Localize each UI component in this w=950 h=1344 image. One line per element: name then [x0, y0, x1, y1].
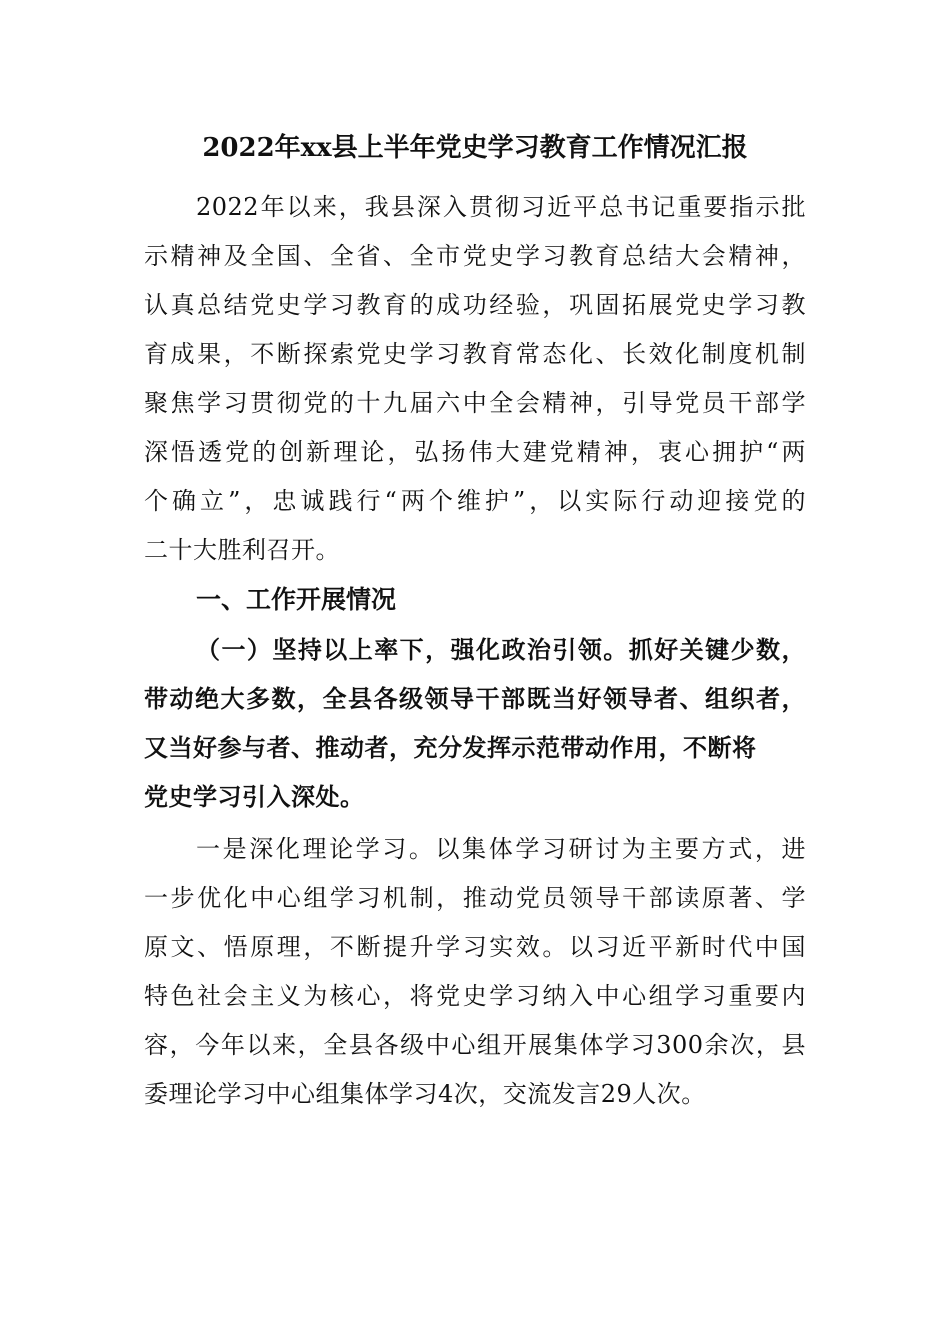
subsection-line: 带动绝大多数，全县各级领导干部既当好领导者、组织者，	[144, 684, 806, 713]
point-one-line: 一步优化中心组学习机制，推动党员领导干部读原著、学	[144, 884, 806, 912]
document-title: 2022年xx县上半年党史学习教育工作情况汇报	[202, 133, 748, 163]
intro-line: 示精神及全国、全省、全市党史学习教育总结大会精神，	[144, 242, 806, 270]
point-one-line: 委理论学习中心组集体学习4次，交流发言29人次。	[144, 1080, 706, 1108]
intro-line: 聚焦学习贯彻党的十九届六中全会精神，引导党员干部学	[144, 389, 806, 417]
point-one-line: 容，今年以来，全县各级中心组开展集体学习300余次，县	[144, 1031, 806, 1059]
intro-paragraph	[144, 183, 806, 575]
point-one-line: 一是深化理论学习。以集体学习研讨为主要方式，进	[196, 835, 806, 863]
point-one-line: 原文、悟原理，不断提升学习实效。以习近平新时代中国	[144, 933, 806, 961]
subsection-paragraph	[144, 625, 806, 821]
section-heading: 一、工作开展情况	[196, 585, 397, 614]
intro-line: 个确立”，忠诚践行“两个维护”，以实际行动迎接党的	[144, 487, 806, 515]
intro-line: 2022年以来，我县深入贯彻习近平总书记重要指示批	[196, 193, 806, 221]
subsection-line: （一）坚持以上率下，强化政治引领。抓好关键少数，	[196, 635, 806, 664]
point-one-line: 特色社会主义为核心，将党史学习纳入中心组学习重要内	[144, 982, 806, 1010]
intro-line: 二十大胜利召开。	[144, 536, 340, 564]
subsection-line: 又当好参与者、推动者，充分发挥示范带动作用，不断将	[144, 733, 757, 762]
intro-line: 深悟透党的创新理论，弘扬伟大建党精神，衷心拥护“两	[144, 438, 806, 466]
point-one-paragraph	[144, 825, 806, 1119]
intro-line: 育成果，不断探索党史学习教育常态化、长效化制度机制	[144, 340, 806, 368]
intro-line: 认真总结党史学习教育的成功经验，巩固拓展党史学习教	[144, 291, 806, 319]
subsection-line: 党史学习引入深处。	[144, 782, 365, 811]
